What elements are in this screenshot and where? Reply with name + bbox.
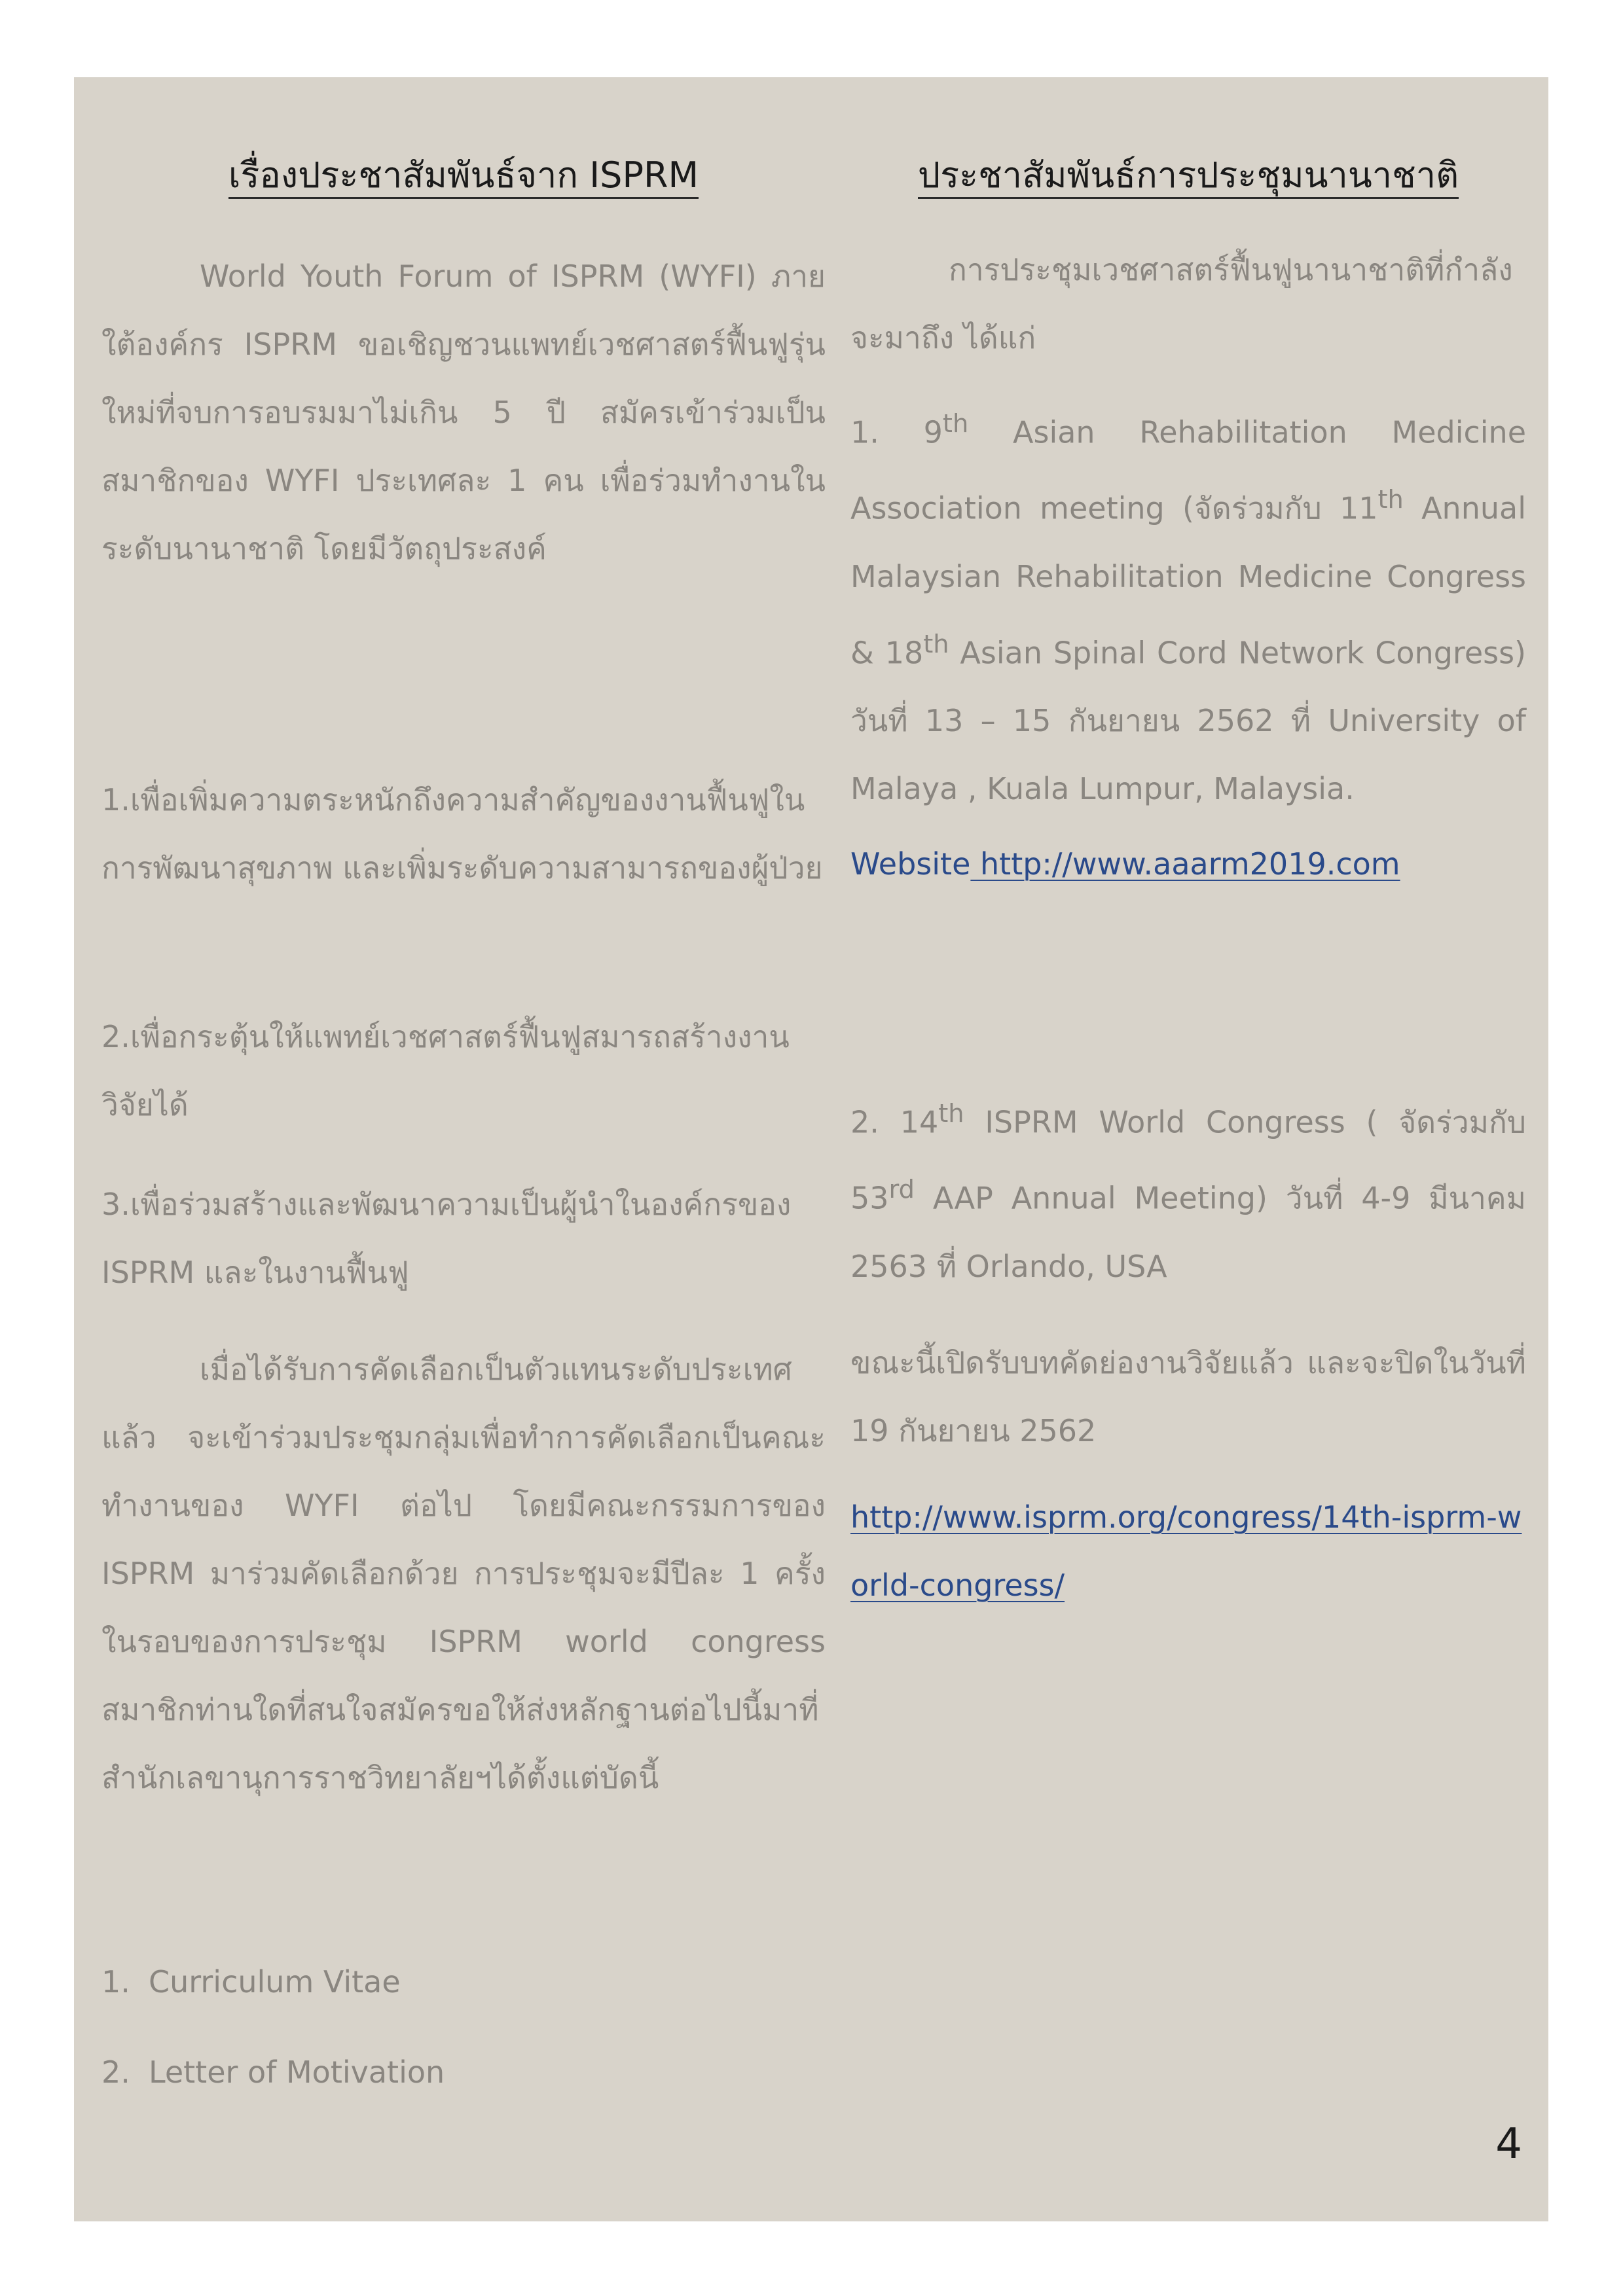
event-2-paragraph [850,1080,1526,1300]
abstract-deadline-note: ขณะนี้เปิดรับบทคัดย่องานวิจัยแล้ว และจะปิดในวันที่ 19 กันยายน 2562 [850,1345,1526,1448]
event-2-text-b: AAP Annual Meeting) วันที่ 4-9 มีนาคม 2563 ที่ Orlando, USA [850,1180,1526,1284]
event-1-text-c: Asian Spinal Cord Network Congress) วันที่ 13 – 15 กันยายน 2562 ที่ University of Malaya , Kuala Lumpur, Malaysia. [850,634,1526,806]
document-item-1-text: Curriculum Vitae [149,1964,401,2000]
right-heading-text: ประชาสัมพันธ์การประชุมนานาชาติ [918,154,1459,199]
event-1-website-link[interactable]: http://www.aaarm2019.com [970,846,1400,882]
event-2-sup-b: rd [888,1175,915,1205]
event-2-link[interactable]: http://www.isprm.org/congress/14th-isprm-world-congress/ [850,1499,1522,1603]
left-heading [101,149,826,202]
event-1-website [850,830,1526,898]
event-2-link-paragraph [850,1483,1526,1619]
selection-paragraph: เมื่อได้รับการคัดเลือกเป็นตัวแทนระดับประเทศแล้ว จะเข้าร่วมประชุมกลุ่มเพื่อทำการคัดเลือกเป็นคณะทำงานของ WYFI ต่อไป โดยมีคณะกรรมการของ ISPRM มาร่วมคัดเลือกด้วย การประชุมจะมีปีละ 1 ครั้งในรอบของการประชุม ISPRM world congress สมาชิกท่านใดที่สนใจสมัครขอให้ส่งหลักฐานต่อไปนี้มาที่สำนักเลขานุการราชวิทยาลัยฯได้ตั้งแต่บัดนี้ [101,1352,826,1795]
event-2-sup-a: th [938,1099,964,1128]
event-1-sup-b: th [1377,485,1404,515]
document-item-2 [101,2046,445,2098]
event-1-text-b: Annual Malaysian Rehabilitation Medicine Congress & 18 [850,490,1526,670]
event-1-paragraph [850,390,1526,823]
objective-3: 3.เพื่อร่วมสร้างและพัฒนาความเป็นผู้นำในองค์กรของ ISPRM และในงานฟื้นฟู [101,1187,792,1290]
event-1-lead: 1. 9 [850,414,943,450]
event-1-sup-a: th [942,409,969,439]
document-item-1 [101,1956,401,2008]
event-2-text-a: ISPRM World Congress ( จัดร่วมกับ 53 [850,1104,1526,1216]
document-item-2-text: Letter of Motivation [149,2054,445,2090]
wyfi-intro-paragraph: World Youth Forum of ISPRM (WYFI) ภายใต้องค์กร ISPRM ขอเชิญชวนแพทย์เวชศาสตร์ฟื้นฟูรุ่นใหม่ที่จบการอบรมมาไม่เกิน 5 ปี สมัครเข้าร่วมเป็นสมาชิกของ WYFI ประเทศละ 1 คน เพื่อร่วมทำงานในระดับนานาชาติ โดยมีวัตถุประสงค์ [101,259,826,566]
page-number: 4 [1495,2120,1522,2168]
objective-2: 2.เพื่อกระตุ้นให้แพทย์เวชศาสตร์ฟื้นฟูสมารถสร้างงานวิจัยได้ [101,1019,790,1122]
event-2-lead: 2. 14 [850,1104,939,1140]
left-heading-text: เรื่องประชาสัมพันธ์จาก ISPRM [228,154,699,199]
document-item-1-number: 1. [101,1964,130,2000]
conference-intro-paragraph: การประชุมเวชศาสตร์ฟื้นฟูนานาชาติที่กำลังจะมาถึง ได้แก่ [850,252,1513,355]
page-panel [74,77,1548,2221]
event-1-text-a: Asian Rehabilitation Medicine Association meeting (จัดร่วมกับ 11 [850,414,1526,526]
document-item-2-number: 2. [101,2054,130,2090]
event-1-website-label: Website [850,846,971,882]
objective-1: 1.เพื่อเพิ่มความตระหนักถึงความสำคัญของงานฟื้นฟูในการพัฒนาสุขภาพ และเพิ่มระดับความสามารถของผู้ป่วย [101,782,823,886]
event-1-sup-c: th [923,629,949,659]
right-heading [850,149,1526,202]
